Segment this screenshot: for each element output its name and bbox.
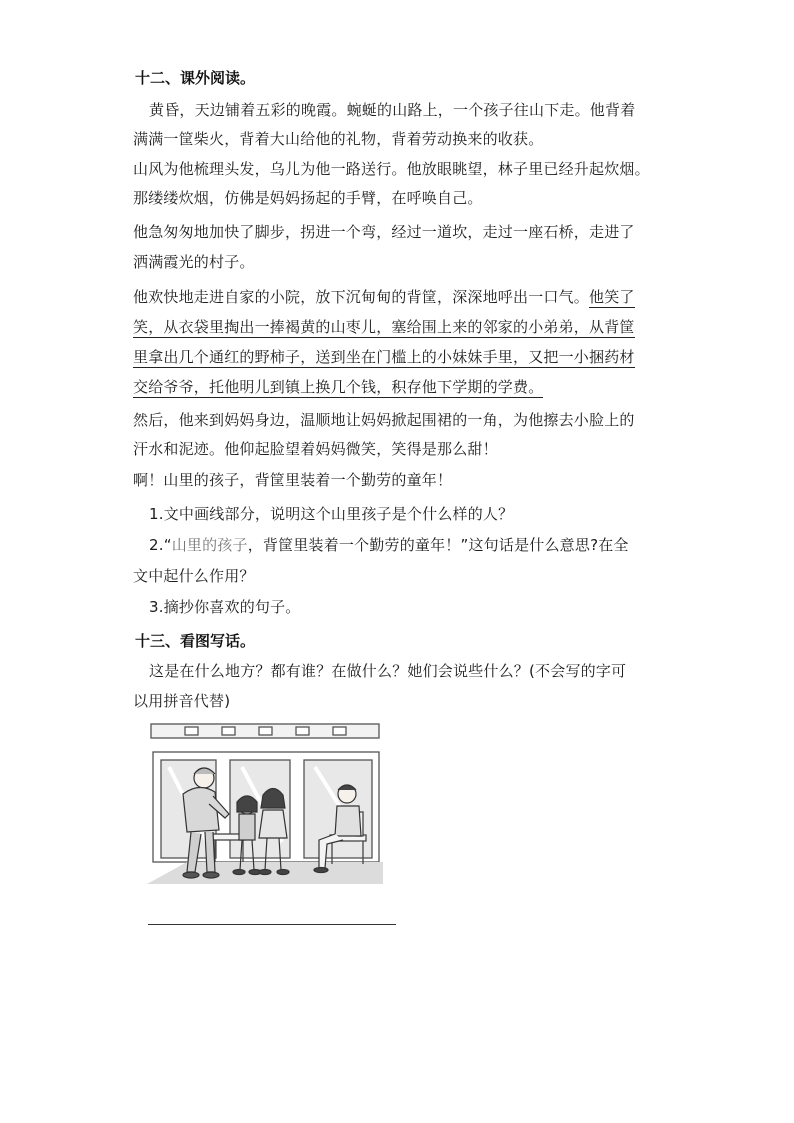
reading-text-line: 啊！山里的孩子，背筐里装着一个勤劳的童年！	[133, 471, 453, 489]
reading-text-line: 洒满霞光的村子。	[133, 253, 255, 271]
question-3: 3.摘抄你喜欢的句子。	[149, 598, 301, 616]
underlined-text: 他笑了	[589, 288, 635, 306]
reading-text-line	[133, 316, 635, 337]
reading-text-line: 然后，他来到妈妈身边，温顺地让妈妈掀起围裙的一角，为他擦去小脸上的	[133, 411, 635, 429]
reading-text-line: 他急匆匆地加快了脚步，拐进一个弯，经过一道坎，走过一座石桥，走进了	[133, 223, 635, 241]
underlined-text: 交给爷爷，托他明儿到镇上换几个钱，积存他下学期的学费。	[133, 378, 544, 396]
ceiling-frame	[151, 724, 379, 738]
section-12-heading: 十二、课外阅读。	[135, 69, 256, 87]
reading-text-line: 满满一筐柴火，背着大山给他的礼物，背着劳动换来的收获。	[133, 130, 544, 148]
question-2-rest: ，背筐里装着一个勤劳的童年！”这句话是什么意思?在全	[247, 536, 629, 554]
answer-line	[148, 924, 396, 925]
underlined-text: 笑，从衣袋里掏出一捧褐黄的山枣儿，塞给围上来的邻家的小弟弟，从背筐	[133, 318, 635, 336]
reading-text-line: 黄昏，天边铺着五彩的晚霞。蜿蜒的山路上，一个孩子往山下走。他背着	[149, 101, 636, 119]
question-2-quote: 山里的孩子	[171, 536, 248, 554]
prompt-text-line: 以用拼音代替)	[133, 692, 231, 710]
section-13-heading: 十三、看图写话。	[135, 632, 256, 650]
reading-text-line: 山风为他梳理头发，乌儿为他一路送行。他放眼眺望，林子里已经升起炊烟。	[133, 160, 650, 178]
reading-text-line: 那缕缕炊烟，仿佛是妈妈扬起的手臂，在呼唤自己。	[133, 189, 483, 207]
waiting-room-illustration-icon	[147, 722, 383, 884]
question-2-prefix: 2.“	[149, 536, 172, 554]
question-2	[149, 534, 629, 555]
question-1: 1.文中画线部分，说明这个山里孩子是个什么样的人？	[149, 505, 514, 523]
reading-text-plain: 他欢快地走进自家的小院，放下沉甸甸的背筐，深深地呼出一口气。	[133, 288, 590, 306]
underlined-text: 里拿出几个通红的野柿子，送到坐在门槛上的小妹妹手里，又把一小捆药材	[133, 348, 635, 366]
reading-text-line: 汗水和泥迹。他仰起脸望着妈妈微笑，笑得是那么甜！	[133, 440, 498, 458]
question-2-continued: 文中起什么作用？	[133, 567, 255, 585]
prompt-text-line: 这是在什么地方？都有谁？在做什么？她们会说些什么？(不会写的字可	[149, 662, 627, 680]
reading-text-line	[133, 376, 543, 397]
reading-text-line	[133, 286, 635, 307]
reading-text-line	[133, 346, 635, 367]
